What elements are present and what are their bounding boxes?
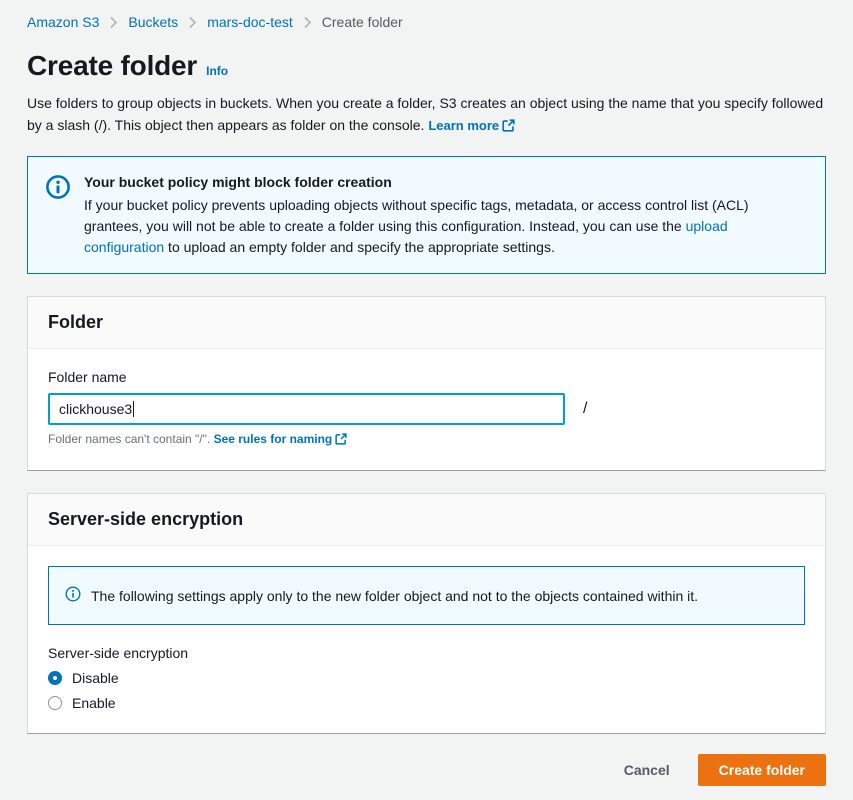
- encryption-section-header: [28, 494, 825, 546]
- text-caret: [133, 401, 134, 417]
- footer-actions: [27, 754, 826, 800]
- external-link-icon: [502, 117, 515, 139]
- encryption-section: [27, 493, 826, 734]
- folder-section-title: Folder: [48, 312, 104, 332]
- radio-option-disable[interactable]: [48, 670, 805, 686]
- upload-configuration-link[interactable]: upload configuration: [84, 218, 728, 255]
- page-title: Create folder: [27, 50, 198, 81]
- folder-name-helper: [48, 432, 805, 448]
- breadcrumb: [27, 12, 826, 30]
- bucket-policy-alert: [27, 156, 826, 274]
- folder-name-row: [48, 393, 805, 425]
- radio-selected-icon[interactable]: [48, 671, 62, 685]
- folder-name-input[interactable]: [48, 393, 565, 425]
- learn-more-link[interactable]: [428, 118, 515, 133]
- radio-option-label: Disable: [72, 670, 119, 686]
- chevron-right-icon: [109, 16, 118, 29]
- breadcrumb-buckets[interactable]: Buckets: [128, 14, 179, 30]
- folder-name-value: clickhouse3: [59, 401, 133, 417]
- page-description: [27, 92, 826, 139]
- encryption-notice-text: The following settings apply only to the new folder object and not to the objects contained within it.: [91, 587, 699, 604]
- folder-section: [27, 296, 826, 471]
- create-folder-button[interactable]: Create folder: [698, 754, 826, 786]
- learn-more-label: Learn more: [428, 118, 500, 133]
- page-header: [27, 50, 826, 82]
- breadcrumb-bucket-name[interactable]: mars-doc-test: [207, 14, 293, 30]
- alert-body-end: to upload an empty folder and specify the appropriate settings.: [164, 239, 555, 255]
- folder-section-header: [28, 297, 825, 349]
- folder-section-body: [28, 349, 825, 470]
- encryption-section-body: [28, 546, 825, 733]
- folder-name-label: Folder name: [48, 369, 127, 385]
- alert-body-start: If your bucket policy prevents uploading objects without specific tags, metadata, or access control list (ACL) grantees, you will not be able to create a folder using this configuration. Instead, you can use the: [84, 197, 749, 234]
- radio-option-enable[interactable]: [48, 695, 805, 711]
- breadcrumb-current: Create folder: [321, 14, 403, 30]
- alert-body: [84, 195, 779, 258]
- chevron-right-icon: [303, 16, 312, 29]
- description-text: Use folders to group objects in buckets. When you create a folder, S3 creates an object using the name that you specify followed by a slash (/). This object then appears as folder on the console.: [27, 95, 824, 133]
- slash-suffix: /: [583, 400, 588, 417]
- encryption-radio-group-label: Server-side encryption: [48, 645, 189, 661]
- alert-title: Your bucket policy might block folder creation: [84, 174, 392, 190]
- info-outline-icon: [65, 586, 81, 605]
- external-link-icon: [335, 433, 347, 448]
- naming-rules-label: See rules for naming: [213, 432, 333, 446]
- helper-text: Folder names can't contain "/".: [48, 432, 214, 446]
- naming-rules-link[interactable]: [214, 432, 348, 446]
- breadcrumb-amazon-s3[interactable]: Amazon S3: [27, 14, 100, 30]
- info-circle-icon: [45, 174, 71, 258]
- encryption-notice: [48, 566, 805, 625]
- cancel-button[interactable]: Cancel: [623, 762, 670, 778]
- chevron-right-icon: [188, 16, 197, 29]
- radio-unselected-icon[interactable]: [48, 696, 62, 710]
- alert-content: [84, 172, 809, 258]
- info-link[interactable]: Info: [206, 64, 229, 78]
- radio-option-label: Enable: [72, 695, 116, 711]
- encryption-section-title: Server-side encryption: [48, 509, 244, 529]
